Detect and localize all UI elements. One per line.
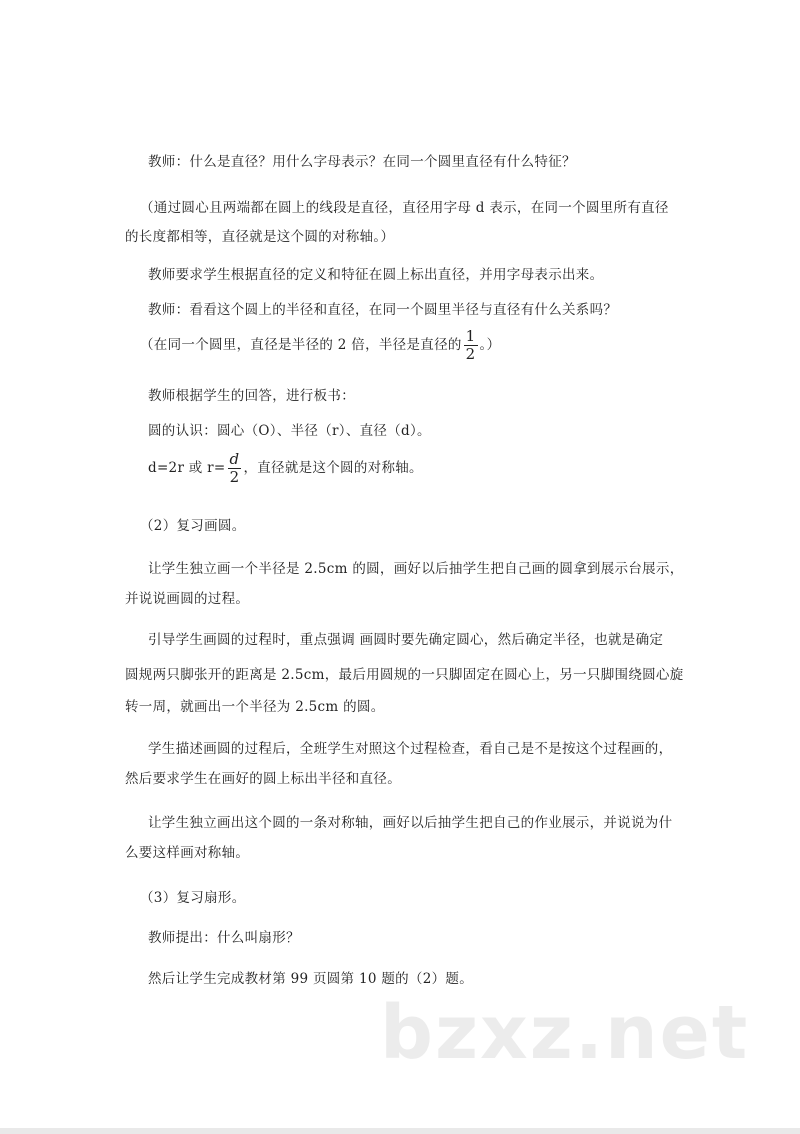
paragraph-line: 然后要求学生在画好的圆上标出半径和直径。	[125, 771, 401, 787]
text: 。）	[479, 337, 501, 353]
paragraph-line: 教师：什么是直径？用什么字母表示？在同一个圆里直径有什么特征？	[148, 154, 576, 170]
section-heading: （2）复习画圆。	[140, 518, 246, 534]
paragraph-line: 转一周，就画出一个半径为 2.5cm 的圆。	[125, 699, 385, 715]
numerator-text: d	[229, 450, 240, 468]
fraction-d-over-2	[228, 451, 242, 486]
fraction-line	[140, 328, 500, 363]
paragraph-line: 让学生独立画出这个圆的一条对称轴，画好以后抽学生把自己的作业展示，并说说为什	[148, 815, 673, 831]
section-heading: （3）复习扇形。	[140, 890, 246, 906]
paragraph-line: 学生描述画圆的过程后，全班学生对照这个过程检查，看自己是不是按这个过程画的，	[148, 741, 673, 757]
page-bottom-edge	[0, 1128, 800, 1134]
numerator	[228, 451, 242, 469]
paragraph-line: 圆规两只脚张开的距离是 2.5cm，最后用圆规的一只脚固定在圆心上，另一只脚围绕圆心旋	[125, 667, 684, 683]
paragraph-line: 教师提出：什么叫扇形？	[148, 930, 300, 946]
paragraph-line: 教师根据学生的回答，进行板书：	[148, 388, 355, 404]
paragraph-line: 教师要求学生根据直径的定义和特征在圆上标出直径，并用字母表示出来。	[148, 267, 604, 283]
paragraph-line: （通过圆心且两端都在圆上的线段是直径，直径用字母 d 表示，在同一个圆里所有直径	[140, 200, 669, 216]
watermark: bzxz.net	[380, 990, 750, 1076]
paragraph-line: 的长度都相等，直径就是这个圆的对称轴。）	[125, 229, 395, 245]
text: d=2r 或 r=	[148, 460, 226, 476]
paragraph-line: 圆的认识：圆心（O）、半径（r）、直径（d）。	[148, 423, 431, 439]
denominator: 2	[229, 468, 240, 486]
fraction-line	[148, 451, 423, 486]
numerator: 1	[465, 327, 476, 345]
paragraph-line: 让学生独立画一个半径是 2.5cm 的圆，画好以后抽学生把自己画的圆拿到展示台展示，	[148, 561, 684, 577]
paragraph-line: 教师：看看这个圆上的半径和直径，在同一个圆里半径与直径有什么关系吗？	[148, 302, 618, 318]
paragraph-line: 并说说画圆的过程。	[125, 591, 250, 607]
paragraph-line: 么要这样画对称轴。	[125, 845, 250, 861]
fraction-one-half	[464, 328, 478, 363]
text: （在同一个圆里，直径是半径的 2 倍，半径是直径的	[140, 337, 462, 353]
text: ，直径就是这个圆的对称轴。	[243, 460, 423, 476]
denominator: 2	[465, 345, 476, 363]
paragraph-line: 然后让学生完成教材第 99 页圆第 10 题的（2）题。	[148, 971, 474, 987]
paragraph-line: 引导学生画圆的过程时，重点强调 画圆时要先确定圆心，然后确定半径，也就是确定	[148, 632, 664, 648]
